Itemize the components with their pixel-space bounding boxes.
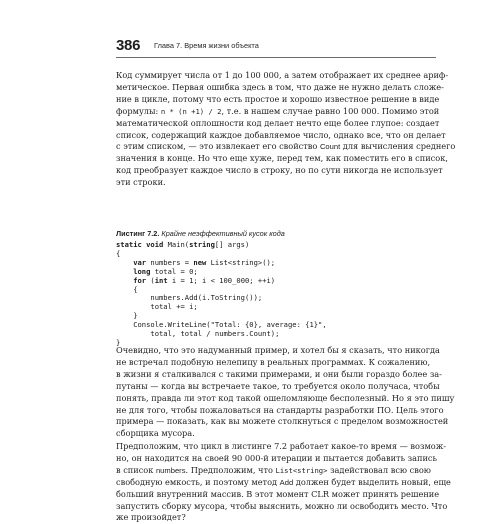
- text-line: но, он находится на своей 90 000-й итерации и пытается добавить запись: [116, 452, 437, 463]
- code-text: Main(: [167, 240, 190, 249]
- text-line: запустить сборку мусора, чтобы выяснить, можно ли освободить место. Что: [116, 500, 448, 511]
- text-line: в жизни я сталкивался с такими примерами, и они были гораздо более за-: [116, 368, 442, 379]
- inline-code: Add: [279, 477, 294, 487]
- code-text: List<string>();: [210, 257, 276, 267]
- code-keyword: static void: [116, 240, 168, 249]
- text-line: ние в цикле, потому что есть простое и хорошо известное решение в виде: [116, 93, 440, 104]
- text-line: примера — показать, как вы можете столкнуться с пределом возможностей: [116, 416, 449, 427]
- code-text: [116, 320, 133, 329]
- code-line: [116, 241, 327, 250]
- code-text: [116, 329, 150, 338]
- code-keyword: string: [189, 240, 215, 249]
- code-text: [116, 276, 133, 285]
- text-line: Очевидно, что это надуманный пример, и хотел бы я сказать, что никогда: [116, 345, 440, 355]
- text-line: [116, 106, 446, 118]
- code-text: i = 1; i < 100_000; ++i): [171, 275, 276, 285]
- code-text: [] args): [214, 240, 250, 249]
- paragraph-intro: [116, 70, 456, 189]
- text-fragment: в список: [116, 464, 156, 475]
- paragraph-discussion: [116, 345, 455, 440]
- text-fragment: формулы:: [116, 105, 161, 116]
- text-line: [116, 141, 456, 153]
- code-text: }: [133, 311, 138, 321]
- text-fragment: должен будет выделить новый, еще: [293, 476, 451, 487]
- inline-code: numbers: [155, 465, 186, 475]
- code-text: [116, 285, 133, 294]
- listing-caption: [116, 229, 285, 239]
- code-text: {: [133, 284, 138, 294]
- code-line: [116, 303, 327, 312]
- text-line: [116, 476, 451, 489]
- page-header: [116, 37, 436, 58]
- text-line: метическое. Первая ошибка здесь в том, что даже не нужно делать сложе-: [116, 81, 444, 92]
- paragraph-scenario: [116, 441, 451, 524]
- code-text: [116, 293, 150, 302]
- code-text: [116, 258, 133, 267]
- code-text: [116, 311, 133, 320]
- code-listing: [116, 241, 327, 348]
- text-fragment: . Предположим, что: [185, 464, 276, 475]
- code-text: total = 0;: [154, 266, 198, 276]
- text-line: больший внутренний массив. В этот момент CLR может принять решение: [116, 488, 440, 499]
- text-line: не встречал подобную нелепицу в реальных программах. К сожалению,: [116, 356, 431, 367]
- code-text: numbers =: [150, 257, 194, 267]
- text-line: Код суммирует числа от 1 до 100 000, а затем отображает их среднее ариф-: [116, 70, 449, 80]
- text-line: эти строки.: [116, 177, 166, 188]
- code-text: }: [116, 337, 121, 347]
- text-line: сборщика мусора.: [116, 428, 195, 439]
- code-keyword: var: [133, 257, 151, 267]
- code-text: [116, 302, 150, 311]
- code-text: total, total / numbers.Count);: [150, 329, 280, 339]
- code-text: numbers.Add(i.ToString());: [150, 293, 263, 303]
- listing-title: Крайне неэффективный кусок кода: [159, 229, 285, 238]
- inline-code: Count: [319, 142, 341, 152]
- code-keyword: int: [154, 275, 172, 285]
- text-line: код преобразует каждое число в строку, но по сути никогда не использует: [116, 165, 443, 176]
- code-keyword: for: [133, 275, 151, 285]
- text-line: путаны — когда вы встречаете такое, то требуется около получаса, чтобы: [116, 380, 440, 391]
- code-text: total += i;: [150, 302, 198, 312]
- text-fragment: свободную емкость, и поэтому метод: [116, 476, 280, 487]
- code-text: (: [150, 275, 155, 285]
- text-line: Предположим, что цикл в листинге 7.2 работает какое-то время — возмож-: [116, 441, 447, 451]
- code-text: [116, 267, 133, 276]
- code-line: [116, 330, 327, 339]
- text-line: список, содержащий каждое добавляемое число, однако все, что он делает: [116, 129, 446, 140]
- code-keyword: long: [133, 266, 155, 276]
- text-line: понять, правда ли этот код такой ошеломляюще бесполезный. Но я это пишу: [116, 392, 455, 403]
- code-text: Console.WriteLine("Total: {0}, average: {1}",: [133, 320, 327, 330]
- text-line: значения в конце. Но что еще хуже, перед тем, как поместить его в список,: [116, 153, 448, 164]
- inline-code: n * (n +1) / 2: [160, 106, 222, 116]
- text-line: [116, 465, 446, 477]
- code-keyword: new: [193, 257, 211, 267]
- text-line: же произойдет?: [116, 512, 186, 523]
- text-fragment: с этим списком, — это извлекает его свойство: [116, 141, 320, 152]
- code-text: {: [116, 248, 121, 258]
- text-fragment: задействовал всю свою: [327, 464, 431, 475]
- text-line: математической оплошности код делает нечто еще более глупое: создает: [116, 117, 440, 128]
- text-fragment: , т.е. в нашем случае равно 100 000. Помимо этой: [221, 105, 440, 116]
- text-fragment: для вычисления среднего: [340, 141, 456, 152]
- listing-label: Листинг 7.2.: [116, 229, 160, 238]
- text-line: не для того, чтобы пожаловаться на стандарты разработки ПО. Цель этого: [116, 404, 444, 415]
- code-line: [116, 277, 327, 286]
- chapter-title: Глава 7. Время жизни объекта: [154, 41, 259, 50]
- page-number: 386: [116, 37, 141, 54]
- inline-code: List<string>: [275, 465, 328, 475]
